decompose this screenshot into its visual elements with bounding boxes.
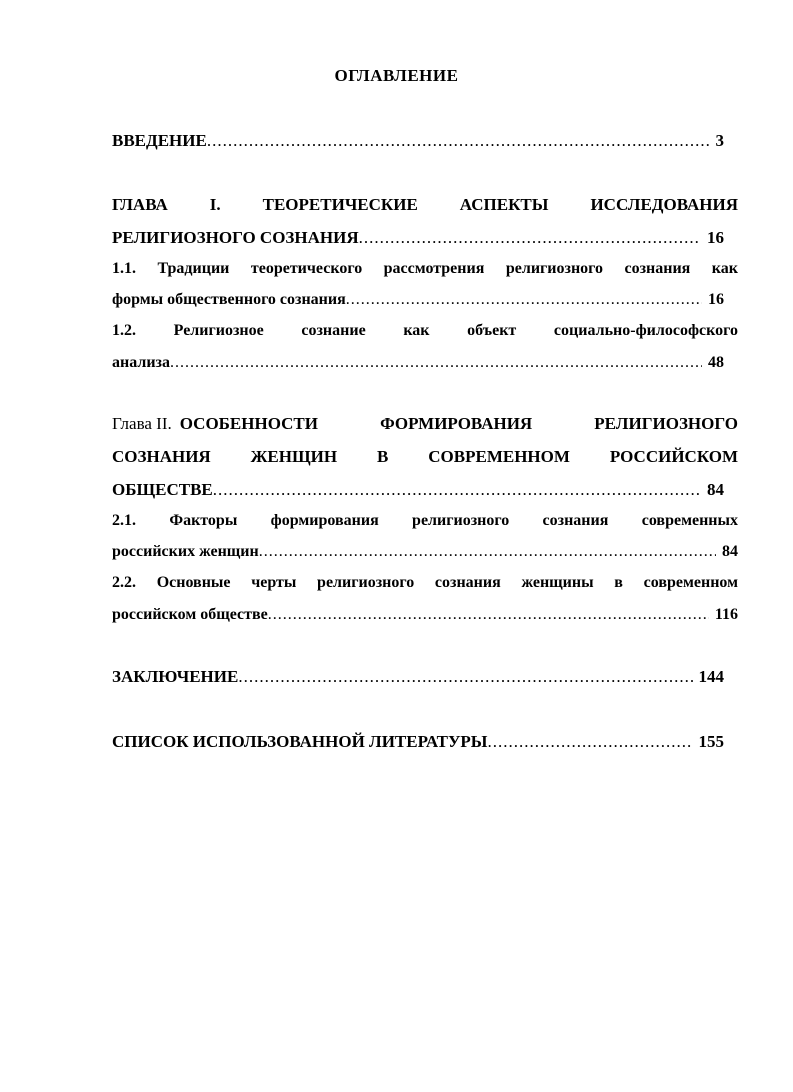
toc-leader-dots xyxy=(359,227,701,249)
toc-leader-dots xyxy=(238,666,692,688)
toc-entry-section-1-2[interactable] xyxy=(112,352,738,374)
toc-leader-dots xyxy=(488,731,693,753)
section-1-1-line1: 1.1. Традиции теоретического рассмотрения религиозного сознания как xyxy=(112,260,738,277)
toc-entry-section-2-2[interactable] xyxy=(112,604,738,626)
toc-leader-dots xyxy=(170,352,702,374)
section-1-2-line2: анализа xyxy=(112,354,170,371)
toc-leader-dots xyxy=(207,130,710,152)
toc-entry-intro[interactable] xyxy=(112,130,738,152)
toc-leader-dots xyxy=(268,604,709,626)
section-2-2-line1: 2.2. Основные черты религиозного сознания женщины в современном xyxy=(112,574,738,591)
toc-entry-chapter1[interactable] xyxy=(112,227,738,249)
toc-page-number: 144 xyxy=(698,667,724,686)
toc-entry-label: ВВЕДЕНИЕ xyxy=(112,131,207,150)
section-2-1-line2: российских женщин xyxy=(112,543,259,560)
toc-page-number: 116 xyxy=(714,606,738,623)
toc-page-number: 84 xyxy=(722,543,738,560)
chapter1-heading-line2: РЕЛИГИОЗНОГО СОЗНАНИЯ xyxy=(112,228,359,247)
references-label: СПИСОК ИСПОЛЬЗОВАННОЙ ЛИТЕРАТУРЫ xyxy=(112,732,488,751)
toc-title: ОГЛАВЛЕНИЕ xyxy=(334,66,459,85)
section-1-2-line1: 1.2. Религиозное сознание как объект социально-философского xyxy=(112,322,738,339)
chapter2-heading-line2: СОЗНАНИЯ ЖЕНЩИН В СОВРЕМЕННОМ РОССИЙСКОМ xyxy=(112,447,738,466)
chapter2-prefix: Глава II. xyxy=(112,414,172,433)
toc-leader-dots xyxy=(213,479,701,501)
toc-page-number: 84 xyxy=(707,480,724,499)
toc-page-number: 48 xyxy=(708,354,724,371)
toc-entry-conclusion[interactable] xyxy=(112,666,738,688)
section-2-2-line2: российском обществе xyxy=(112,606,268,623)
conclusion-label: ЗАКЛЮЧЕНИЕ xyxy=(112,667,239,686)
toc-page-number: 16 xyxy=(708,291,724,308)
section-1-1-line2: формы общественного сознания xyxy=(112,291,346,308)
toc-page-number: 16 xyxy=(707,228,724,247)
toc-page-number: 155 xyxy=(698,732,724,751)
toc-entry-chapter2[interactable] xyxy=(112,479,738,501)
chapter2-heading-line3: ОБЩЕСТВЕ xyxy=(112,480,213,499)
toc-entry-section-1-1[interactable] xyxy=(112,289,738,311)
toc-leader-dots xyxy=(259,541,716,563)
toc-page-number: 3 xyxy=(715,131,724,150)
chapter2-heading-line1 xyxy=(112,413,738,435)
section-2-1-line1: 2.1. Факторы формирования религиозного сознания современных xyxy=(112,512,738,529)
chapter1-heading-line1: ГЛАВА I. ТЕОРЕТИЧЕСКИЕ АСПЕКТЫ ИССЛЕДОВАНИЯ xyxy=(112,195,738,214)
toc-leader-dots xyxy=(346,289,702,311)
chapter2-title-line1: ОСОБЕННОСТИ ФОРМИРОВАНИЯ РЕЛИГИОЗНОГО xyxy=(179,414,738,433)
toc-entry-section-2-1[interactable] xyxy=(112,541,738,563)
toc-entry-references[interactable] xyxy=(112,731,738,753)
